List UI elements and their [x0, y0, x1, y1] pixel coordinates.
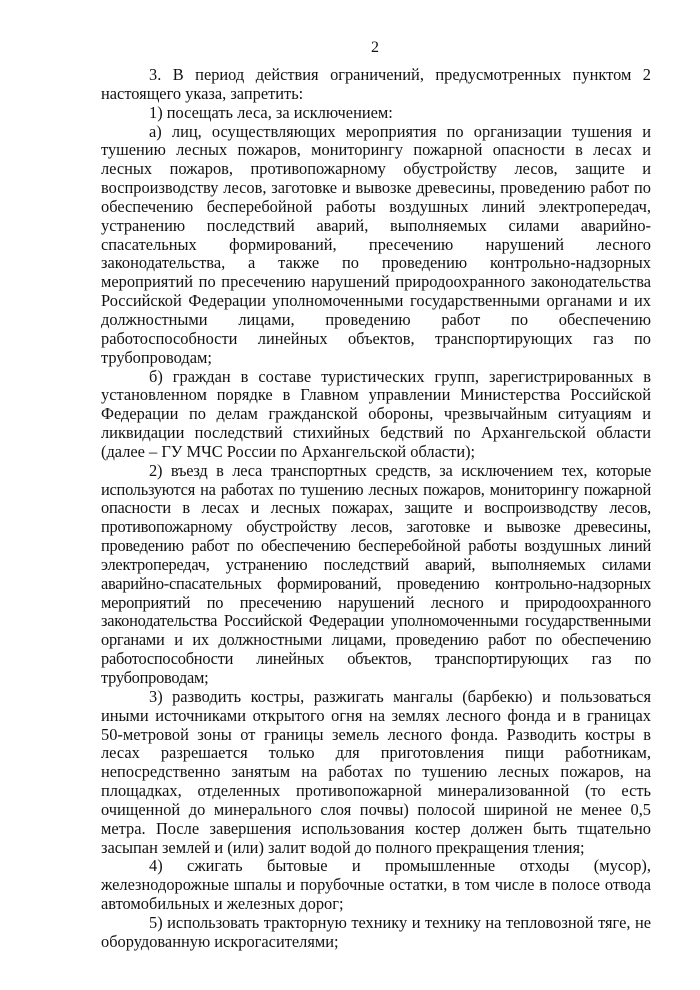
paragraph-item-3-intro: 3. В период действия ограничений, предусмотренных пунктом 2 настоящего указа, запретить:	[101, 65, 651, 103]
paragraph-subitem-3: 3) разводить костры, разжигать мангалы (барбекю) и пользоваться иными источниками открытого огня на землях лесного фонда и в границах 50-метровой зоны от границы земель лесного фонда. Разводить костры в лесах разрешается только для приготовления пищи работникам, непосредственно занятым на работах по тушению лесных пожаров, на площадках, отделенных противопожарной минерализованной (то есть очищенной до минерального слоя почвы) полосой шириной не менее 0,5 метра. После завершения использования костер должен быть тщательно засыпан землей и (или) залит водой до полного прекращения тления;	[101, 686, 651, 857]
page-number: 2	[371, 39, 379, 56]
paragraph-subitem-5: 5) использовать тракторную технику и технику на тепловозной тяге, не оборудованную искрогасителями;	[101, 912, 651, 951]
document-body	[101, 66, 651, 952]
paragraph-subitem-2: 2) въезд в леса транспортных средств, за исключением тех, которые используются на работах по тушению лесных пожаров, мониторингу пожарной опасности в лесах и лесных пожарах, защите и воспроизводству лесов, противопожарному обустройству лесов, заготовке и вывозке древесины, проведению работ по обеспечению бесперебойной работы воздушных линий электропередач, устранению последствий аварий, выполняемых силами аварийно-спасательных формирований, проведению контрольно-надзорных мероприятий по пресечению нарушений лесного и природоохранного законодательства Российской Федерации уполномоченными государственными органами и их должностными лицами, проведению работ по обеспечению работоспособности линейных объектов, транспортирующих газ по трубопроводам;	[101, 460, 651, 687]
paragraph-subitem-1b: б) граждан в составе туристических групп, зарегистрированных в установленном порядке в Главном управлении Министерства Российской Федерации по делам гражданской обороны, чрезвычайным ситуациям и ликвидации последствий стихийных бедствий по Архангельской области (далее – ГУ МЧС России по Архангельской области);	[101, 366, 651, 461]
paragraph-subitem-1a: а) лиц, осуществляющих мероприятия по организации тушения и тушению лесных пожаров, мониторингу пожарной опасности в лесах и лесных пожаров, противопожарному обустройству лесов, защите и воспроизводству лесов, заготовке и вывозке древесины, проведению работ по обеспечению бесперебойной работы воздушных линий электропередач, устранению последствий аварий, выполняемых силами аварийно-спасательных формирований, пресечению нарушений лесного законодательства, а также по проведению контрольно-надзорных мероприятий по пресечению нарушений природоохранного законодательства Российской Федерации уполномоченными государственными органами и их должностными лицами, проведению работ по обеспечению работоспособности линейных объектов, транспортирующих газ по трубопроводам;	[101, 121, 651, 367]
paragraph-subitem-1: 1) посещать леса, за исключением:	[149, 102, 393, 122]
paragraph-subitem-4: 4) сжигать бытовые и промышленные отходы (мусор), железнодорожные шпалы и порубочные остатки, в том числе в полосе отвода автомобильных и железных дорог;	[101, 856, 651, 914]
